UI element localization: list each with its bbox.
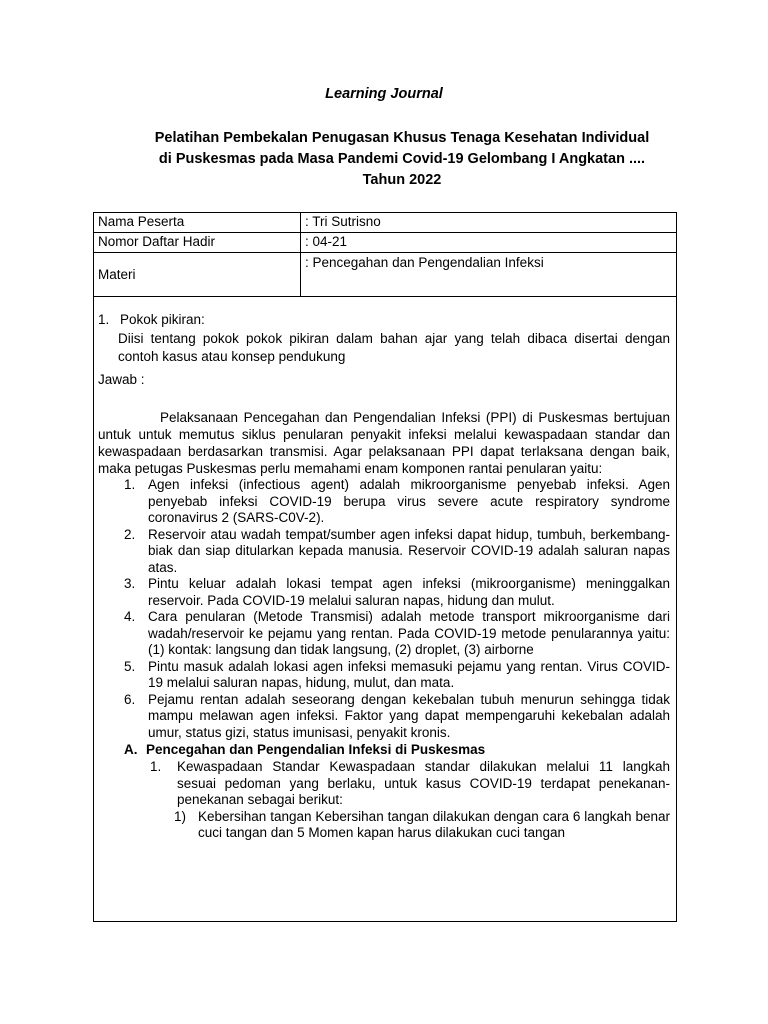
subtitle-line-2: di Puskesmas pada Masa Pandemi Covid-19 Gelombang I Angkatan .... — [158, 151, 646, 167]
info-value-materi: : Pencegahan dan Pengendalian Infeksi — [301, 253, 677, 297]
intro-paragraph: Pelaksanaan Pencegahan dan Pengendalian Infeksi (PPI) di Puskesmas bertujuan untuk untuk memutus siklus penularan penyakit infeksi melalui kewaspadaan standar dan kewaspadaan berdasarkan transmisi. Agar pelaksanaan PPI dapat terlaksana dengan baik, maka petugas Puskesmas perlu memahami enam komponen rantai penularan yaitu: — [98, 410, 670, 476]
list-item — [98, 609, 670, 659]
info-label-nama: Nama Peserta — [94, 213, 301, 233]
list-item-text: Cara penularan (Metode Transmisi) adalah metode transport mikroorganisme dari wadah/reservoir ke pejamu yang rentan. Pada COVID-19 metode penularannya yaitu: (1) kontak: langsung dan tidak langsung, (2) droplet, (3) airborne — [148, 609, 670, 657]
list-item-text: Pejamu rentan adalah seseorang dengan kekebalan tubuh menurun sehingga tidak mampu melawan agen infeksi. Faktor yang dapat mempengaruhi kekebalan adalah umur, status gizi, status imunisasi, penyakit kronis. — [148, 691, 670, 740]
info-label-nomor: Nomor Daftar Hadir — [94, 233, 301, 253]
section-a-letter: A. — [124, 742, 138, 757]
list-item-number: 5. — [124, 658, 136, 674]
list-item-text: Reservoir atau wadah tempat/sumber agen infeksi dapat hidup, tumbuh, berkembang-biak dan siap ditularkan kepada manusia. Reservoir COVID-19 adalah saluran napas atas. — [148, 526, 670, 575]
info-row-materi — [94, 253, 676, 297]
info-row-nama — [94, 213, 676, 233]
chain-components-list — [98, 477, 670, 741]
section-a-item-1 — [98, 759, 670, 809]
list-item — [98, 576, 670, 609]
list-item — [98, 477, 670, 527]
section-a-title: Pencegahan dan Pengendalian Infeksi di Puskesmas — [146, 742, 486, 757]
list-item-number: 1. — [124, 477, 136, 492]
list-item-text: Pintu masuk adalah lokasi agen infeksi memasuki pejamu yang rentan. Virus COVID-19 melalui saluran napas, hidung, mulut, dan mata. — [148, 658, 670, 690]
info-value-nama: : Tri Sutrisno — [301, 213, 677, 233]
list-item-number: 3. — [124, 576, 136, 591]
jawab-label: Jawab : — [98, 372, 145, 387]
section-a-item-text: Kewaspadaan Standar Kewaspadaan standar dilakukan melalui 11 langkah sesuai pedoman yang berlaku, untuk kasus COVID-19 terdapat penekanan-penekanan sebagai berikut: — [177, 759, 670, 807]
subitem-1 — [98, 809, 670, 842]
subtitle-line-1: Pelatihan Pembekalan Penugasan Khusus Tenaga Kesehatan Individual — [154, 130, 650, 146]
document-title: Learning Journal — [325, 86, 443, 102]
answer-body — [98, 409, 670, 842]
list-item-text: Pintu keluar adalah lokasi tempat agen infeksi (mikroorganisme) meninggalkan reservoir. Pada COVID-19 melalui saluran napas, hidung dan mulut. — [148, 576, 670, 608]
pokok-number: 1. — [98, 312, 110, 327]
journal-table — [93, 212, 677, 922]
subtitle-line-3: Tahun 2022 — [362, 172, 442, 188]
list-item-number: 6. — [124, 691, 136, 707]
info-row-nomor — [94, 233, 676, 253]
participant-info-table — [94, 213, 676, 297]
list-item — [98, 527, 670, 577]
list-item-number: 2. — [124, 526, 136, 542]
subitem-number: 1) — [174, 808, 187, 824]
subitem-text: Kebersihan tangan Kebersihan tangan dilakukan dengan cara 6 langkah benar cuci tangan dan 5 Momen kapan harus dilakukan cuci tangan — [198, 808, 670, 840]
document-subtitle — [92, 128, 712, 191]
list-item — [98, 692, 670, 742]
list-item-text: Agen infeksi (infectious agent) adalah mikroorganisme penyebab infeksi. Agen penyebab infeksi COVID-19 berupa virus severe acute respiratory syndrome coronavirus 2 (SARS-C0V-2). — [148, 477, 670, 525]
pokok-description: Diisi tentang pokok pokok pikiran dalam bahan ajar yang telah dibaca disertai dengan contoh kasus atau konsep pendukung — [118, 331, 670, 364]
pokok-pikiran-heading — [98, 311, 205, 328]
pokok-label: Pokok pikiran: — [120, 312, 205, 327]
info-label-materi: Materi — [94, 253, 301, 297]
list-item — [98, 659, 670, 692]
info-value-nomor: : 04-21 — [301, 233, 677, 253]
list-item-number: 4. — [124, 609, 136, 624]
section-a-item-number: 1. — [150, 759, 162, 774]
section-a-heading — [98, 741, 670, 758]
